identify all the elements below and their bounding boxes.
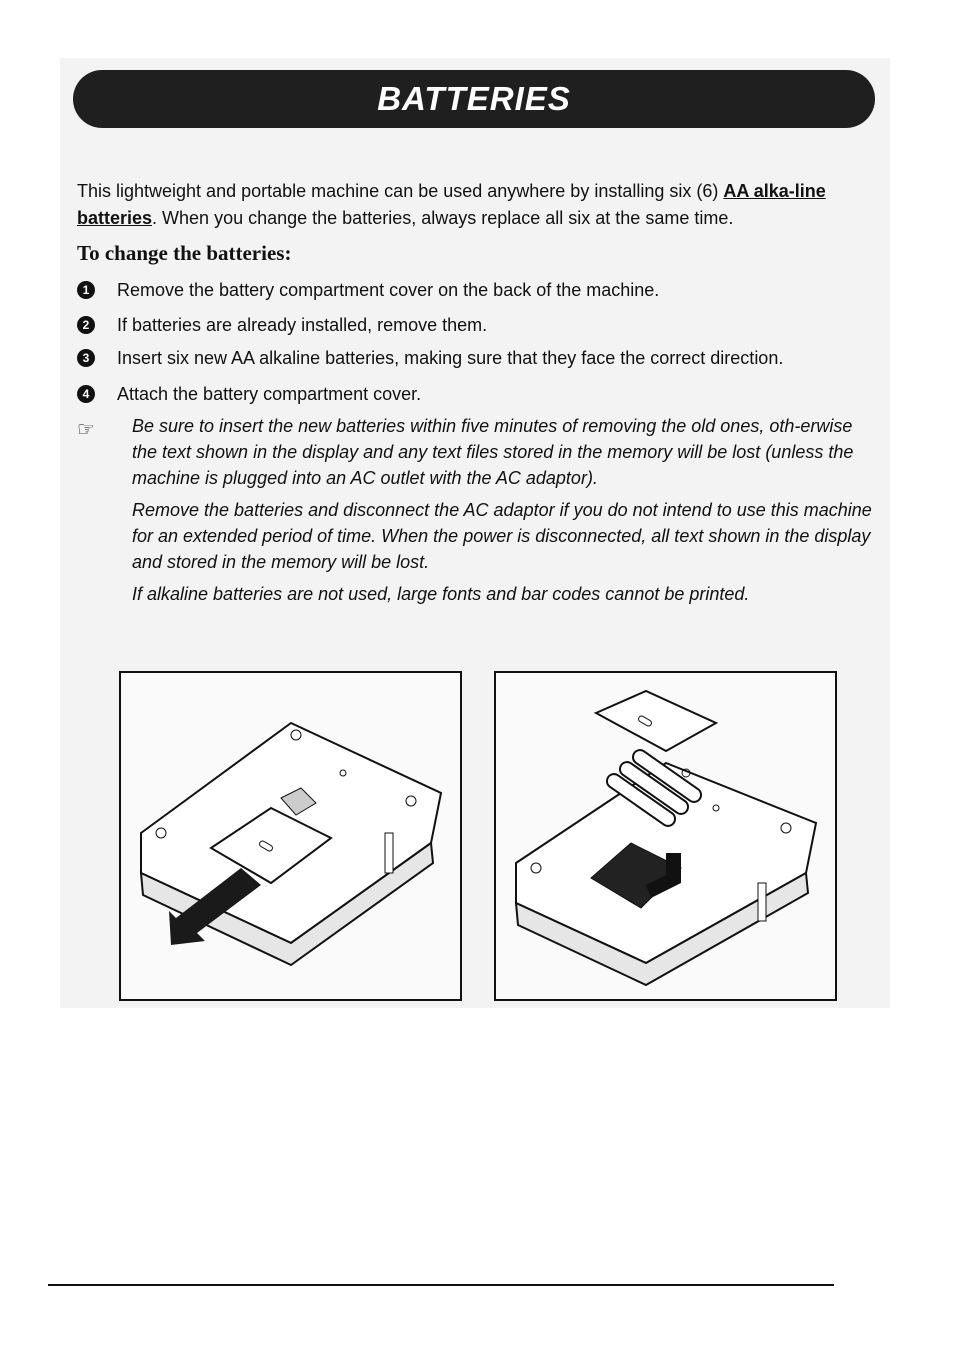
footer-rule: [48, 1284, 834, 1286]
step-text: If batteries are already installed, remove them.: [117, 315, 488, 335]
battery-type-emphasis: AA alka-line batteries: [77, 181, 826, 228]
step-number-icon: 3: [77, 349, 95, 367]
step-number-icon: 4: [77, 385, 95, 403]
step-number-icon: 1: [77, 281, 95, 299]
intro-text-start: This lightweight and portable machine can be used anywhere by installing six (6): [77, 181, 724, 201]
remove-cover-illustration: [119, 671, 462, 1001]
step-number-icon: 2: [77, 316, 95, 334]
step-text: Attach the battery compartment cover.: [117, 384, 422, 404]
step-text: Remove the battery compartment cover on the back of the machine.: [117, 280, 660, 300]
insert-batteries-illustration: [494, 671, 837, 1001]
section-heading: To change the batteries:: [77, 241, 292, 265]
note-paragraph: Be sure to insert the new batteries within five minutes of removing the old ones, oth-erwise the text shown in the display and any text files stored in the memory will be lost (unless the machine is plugged into an AC outlet with the AC adaptor).: [132, 416, 854, 488]
intro-text-end: . When you change the batteries, always replace all six at the same time.: [152, 208, 734, 228]
insert-batteries-drawing: [496, 673, 835, 999]
note-paragraph: If alkaline batteries are not used, large fonts and bar codes cannot be printed.: [132, 584, 750, 604]
note-paragraph: Remove the batteries and disconnect the AC adaptor if you do not intend to use this machine for an extended period of time. When the power is disconnected, all text shown in the display and stored in the memory will be lost.: [132, 500, 872, 572]
intro-paragraph: [77, 178, 877, 232]
pointing-hand-icon: ☞: [77, 419, 95, 441]
remove-cover-drawing: [121, 673, 460, 999]
step-text: Insert six new AA alkaline batteries, making sure that they face the correct direction.: [117, 348, 784, 368]
title-banner: [73, 70, 875, 128]
page-title: BATTERIES: [377, 80, 571, 117]
